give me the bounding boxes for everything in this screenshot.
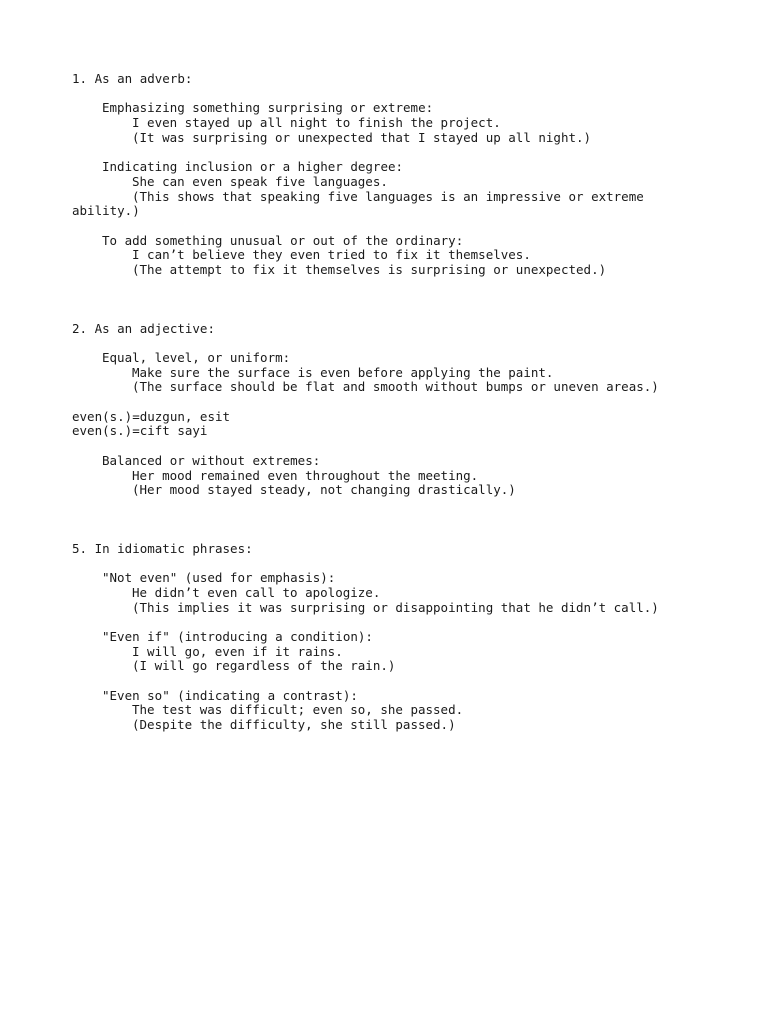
entry-explanation: (Despite the difficulty, she still passed.) — [132, 717, 456, 733]
entry-explanation: (The surface should be flat and smooth without bumps or uneven areas.) — [132, 379, 659, 395]
entry-example: The test was difficult; even so, she passed. — [132, 702, 464, 718]
entry-example: She can even speak five languages. — [132, 173, 388, 189]
note-line: even(s.)=duzgun, esit — [72, 408, 231, 424]
entry-label: "Even if" (introducing a condition): — [102, 629, 373, 644]
entry-label: Equal, level, or uniform: — [102, 350, 291, 365]
entry-label: "Not even" (used for emphasis): — [102, 570, 336, 586]
entry-example: I can’t believe they even tried to fix it themselves. — [132, 247, 531, 263]
entry-explanation-wrap: ability.) — [72, 203, 140, 219]
entry-label: Indicating inclusion or a higher degree: — [102, 159, 404, 175]
entry-example: I will go, even if it rains. — [132, 643, 343, 659]
section-heading-adjective: 2. As an adjective: — [72, 320, 215, 336]
entry-example: He didn’t even call to apologize. — [132, 584, 381, 600]
entry-example: Make sure the surface is even before applying the paint. — [132, 364, 554, 380]
entry-label: To add something unusual or out of the ordinary: — [102, 232, 464, 248]
note-line: even(s.)=cift sayi — [72, 423, 208, 439]
entry-explanation: (I will go regardless of the rain.) — [132, 658, 396, 674]
entry-explanation: (This implies it was surprising or disappointing that he didn’t call.) — [132, 599, 659, 615]
document-page — [72, 72, 692, 733]
entry-example: I even stayed up all night to finish the project. — [132, 115, 501, 131]
entry-explanation: (It was surprising or unexpected that I stayed up all night.) — [132, 129, 592, 145]
entry-label: "Even so" (indicating a contrast): — [102, 687, 358, 703]
entry-example: Her mood remained even throughout the meeting. — [132, 467, 479, 483]
entry-label: Balanced or without extremes: — [102, 452, 321, 468]
section-heading-adverb: 1. As an adverb: — [72, 71, 193, 86]
entry-explanation: (Her mood stayed steady, not changing drastically.) — [132, 482, 516, 498]
section-heading-idioms: 5. In idiomatic phrases: — [72, 540, 253, 556]
entry-explanation: (This shows that speaking five languages is an impressive or extreme — [132, 188, 644, 204]
entry-explanation: (The attempt to fix it themselves is surprising or unexpected.) — [132, 261, 607, 277]
entry-label: Emphasizing something surprising or extreme: — [102, 100, 434, 116]
